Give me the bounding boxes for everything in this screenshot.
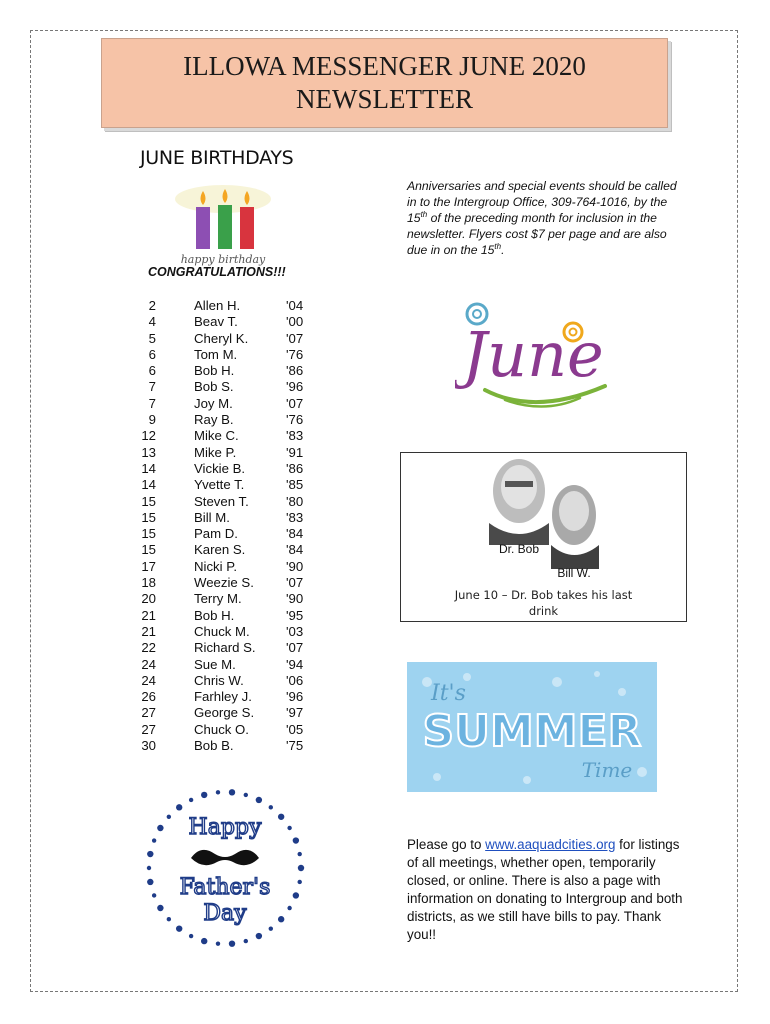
birthday-row <box>138 705 316 721</box>
birthday-year: '75 <box>286 738 304 754</box>
birthday-name: Chris W. <box>194 672 244 688</box>
birthday-row <box>138 640 316 656</box>
birthday-row <box>138 298 316 314</box>
birthday-name: Richard S. <box>194 640 256 656</box>
birthday-day: 30 <box>141 738 156 754</box>
birthday-year: '80 <box>286 493 304 509</box>
summer-time-text: Time <box>581 758 633 782</box>
birthday-day: 15 <box>141 493 156 509</box>
ring-dot <box>278 814 284 820</box>
ring-dot <box>229 940 235 946</box>
anniversary-sup-1: th <box>420 209 428 219</box>
birthday-row <box>138 347 316 363</box>
birthday-day: 7 <box>148 379 156 395</box>
birthday-name: Terry M. <box>194 591 242 607</box>
birthday-year: '05 <box>286 721 304 737</box>
ring-dot <box>147 851 153 857</box>
june-word: June <box>462 318 604 391</box>
anniversary-sup-2: th <box>494 241 502 251</box>
ring-dot <box>216 790 220 794</box>
birthday-name: Bob S. <box>194 379 234 395</box>
fathers-day-text: Day <box>203 901 247 926</box>
birthday-day: 20 <box>141 591 156 607</box>
birthday-day: 21 <box>141 607 156 623</box>
birthday-row <box>138 673 316 689</box>
ring-dot <box>147 879 153 885</box>
birthday-row <box>138 379 316 395</box>
birthday-row <box>138 331 316 347</box>
birthday-year: '00 <box>286 314 304 330</box>
birthday-year: '91 <box>286 444 304 460</box>
birthday-name: Nicki P. <box>194 558 237 574</box>
birthday-row <box>138 738 316 754</box>
birthday-name: Bob B. <box>194 738 234 754</box>
birthday-name: Ray B. <box>194 412 234 428</box>
birthday-name: Yvette T. <box>194 477 245 493</box>
birthday-year: '97 <box>286 705 304 721</box>
birthday-day: 4 <box>148 314 156 330</box>
birthday-year: '83 <box>286 509 304 525</box>
fathers-day-badge <box>143 786 307 950</box>
photo-caption-line-2: drink <box>528 604 559 618</box>
birthday-name: Chuck O. <box>194 721 249 737</box>
birthday-name: Sue M. <box>194 656 236 672</box>
birthday-year: '84 <box>286 526 304 542</box>
anniversary-text-3: . <box>501 243 505 257</box>
founders-photo <box>481 453 611 581</box>
ring-dot <box>244 793 248 797</box>
birthday-name: Bill M. <box>194 509 230 525</box>
birthday-row <box>138 657 316 673</box>
birthday-day: 7 <box>148 395 156 411</box>
info-suffix: for listings of all meetings, whether open, temporarily closed, or online. There is also a page with information on donating to Intergroup and both districts, as we still have bills to pay. Thank you!! <box>407 837 683 942</box>
summer-time-image <box>407 662 657 792</box>
birthday-row <box>138 314 316 330</box>
birthday-day: 14 <box>141 477 156 493</box>
founders-photo-box <box>400 452 687 622</box>
birthday-row <box>138 575 316 591</box>
ring-dot <box>147 866 151 870</box>
title-line-2: NEWSLETTER <box>296 84 473 114</box>
birthday-year: '07 <box>286 640 304 656</box>
photo-caption <box>401 587 686 619</box>
ring-dot <box>189 798 193 802</box>
title-line-1: ILLOWA MESSENGER JUNE 2020 <box>183 51 586 81</box>
birthday-day: 6 <box>148 346 156 362</box>
birthday-name: Karen S. <box>194 542 246 558</box>
ring-dot <box>298 880 302 884</box>
birthday-name: Bob H. <box>194 607 235 623</box>
red-candle <box>240 207 254 249</box>
congratulations-text: CONGRATULATIONS!!! <box>148 265 286 279</box>
birthday-row <box>138 510 316 526</box>
birthday-year: '95 <box>286 607 304 623</box>
birthday-day: 27 <box>141 705 156 721</box>
ring-dot <box>201 792 207 798</box>
birthday-year: '96 <box>286 379 304 395</box>
ring-dot <box>189 934 193 938</box>
birthday-year: '86 <box>286 363 304 379</box>
birthday-year: '84 <box>286 542 304 558</box>
ring-dot <box>216 941 220 945</box>
birthday-name: Beav T. <box>194 314 238 330</box>
birthday-name: Cheryl K. <box>194 330 249 346</box>
birthday-day: 18 <box>141 575 156 591</box>
ring-dot <box>293 892 299 898</box>
birthday-row <box>138 428 316 444</box>
birthday-row <box>138 608 316 624</box>
ring-dot <box>157 905 163 911</box>
birthday-row <box>138 477 316 493</box>
ring-dot <box>152 838 156 842</box>
birthday-row <box>138 591 316 607</box>
birthday-row <box>138 689 316 705</box>
birthday-day: 15 <box>141 526 156 542</box>
anniversary-text-1: Anniversaries and special events should be called in to the Intergroup Office, 309-764-1016, by the 15 <box>407 179 677 225</box>
photo-label-bill-w: Bill W. <box>557 566 591 580</box>
birthday-name: Steven T. <box>194 493 249 509</box>
birthday-year: '83 <box>286 428 304 444</box>
photo-caption-line-1: June 10 – Dr. Bob takes his last <box>454 588 633 602</box>
fathers-fathers-text: Father's <box>179 875 271 900</box>
birthday-row <box>138 412 316 428</box>
birthday-name: Bob H. <box>194 363 235 379</box>
mustache-icon <box>191 850 259 865</box>
ring-dot <box>287 826 291 830</box>
summer-word: SUMMER <box>422 706 642 757</box>
birthday-row <box>138 722 316 738</box>
birthday-day: 21 <box>141 623 156 639</box>
info-prefix: Please go to <box>407 837 486 852</box>
aaquadcities-link[interactable]: www.aaquadcities.org <box>485 837 616 852</box>
birthday-day: 15 <box>141 542 156 558</box>
ring-dot <box>167 815 171 819</box>
anniversary-text-2: of the preceding month for inclusion in the newsletter. Flyers cost $7 per page and are also due in on the 15 <box>407 211 667 257</box>
birthday-name: Joy M. <box>194 395 233 411</box>
meetings-info-text <box>407 836 689 944</box>
ring-dot <box>152 893 156 897</box>
birthday-year: '85 <box>286 477 304 493</box>
birthday-year: '96 <box>286 689 304 705</box>
birthday-name: Chuck M. <box>194 623 250 639</box>
birthday-row <box>138 542 316 558</box>
birthday-row <box>138 445 316 461</box>
birthday-day: 2 <box>148 298 156 313</box>
birthday-year: '06 <box>286 672 304 688</box>
birthday-name: Weezie S. <box>194 575 254 591</box>
ring-dot <box>256 797 262 803</box>
ring-dot <box>167 917 171 921</box>
birthday-day: 26 <box>141 689 156 705</box>
ring-dot <box>176 804 182 810</box>
ring-dot <box>229 789 235 795</box>
birthday-year: '07 <box>286 395 304 411</box>
birthday-name: Tom M. <box>194 346 238 362</box>
purple-candle <box>196 207 210 249</box>
birthday-image-caption: happy birthday <box>180 253 266 266</box>
ring-dot <box>278 916 284 922</box>
birthday-day: 24 <box>141 656 156 672</box>
birthday-row <box>138 396 316 412</box>
birthday-name: Pam D. <box>194 526 238 542</box>
birthday-year: '90 <box>286 591 304 607</box>
birthday-name: George S. <box>194 705 255 721</box>
birthday-name: Mike C. <box>194 428 239 444</box>
birthday-row <box>138 526 316 542</box>
ring-dot <box>293 837 299 843</box>
anniversary-notice <box>407 178 689 258</box>
summer-its-text: It's <box>431 681 466 706</box>
birthday-year: '76 <box>286 346 304 362</box>
birthday-day: 22 <box>141 640 156 656</box>
birthday-row <box>138 624 316 640</box>
fathers-happy-text: Happy <box>188 815 262 840</box>
birthday-row <box>138 494 316 510</box>
birthday-day: 13 <box>141 444 156 460</box>
ring-dot <box>269 926 273 930</box>
birthday-day: 12 <box>141 428 156 444</box>
birthday-day: 5 <box>148 330 156 346</box>
birthday-name: Mike P. <box>194 444 237 460</box>
birthday-row <box>138 559 316 575</box>
ring-dot <box>298 852 302 856</box>
ring-dot <box>244 939 248 943</box>
birthdays-heading: JUNE BIRTHDAYS <box>140 147 294 169</box>
birthday-year: '90 <box>286 558 304 574</box>
june-word-art <box>455 290 615 418</box>
newsletter-title-banner <box>101 38 668 128</box>
ring-dot <box>269 805 273 809</box>
birthday-candles-image <box>168 177 278 269</box>
photo-label-dr-bob: Dr. Bob <box>498 542 540 556</box>
birthday-name: Vickie B. <box>194 460 246 476</box>
birthday-year: '76 <box>286 412 304 428</box>
birthday-day: 14 <box>141 460 156 476</box>
birthday-name: Farhley J. <box>194 689 252 705</box>
green-candle <box>218 205 232 249</box>
birthday-day: 9 <box>148 412 156 428</box>
birthday-day: 24 <box>141 672 156 688</box>
birthday-day: 15 <box>141 509 156 525</box>
birthday-year: '07 <box>286 575 304 591</box>
ring-dot <box>201 938 207 944</box>
birthday-name: Allen H. <box>194 298 241 313</box>
birthday-row <box>138 363 316 379</box>
ring-dot <box>256 933 262 939</box>
birthday-year: '94 <box>286 656 304 672</box>
birthday-day: 6 <box>148 363 156 379</box>
birthday-day: 17 <box>141 558 156 574</box>
birthday-row <box>138 461 316 477</box>
birthday-year: '07 <box>286 330 304 346</box>
birthday-list <box>138 298 316 754</box>
ring-dot <box>176 925 182 931</box>
birthday-year: '86 <box>286 460 304 476</box>
birthday-year: '04 <box>286 298 304 313</box>
birthday-day: 27 <box>141 721 156 737</box>
birthday-year: '03 <box>286 623 304 639</box>
ring-dot <box>287 906 291 910</box>
ring-dot <box>298 865 304 871</box>
ring-dot <box>157 825 163 831</box>
